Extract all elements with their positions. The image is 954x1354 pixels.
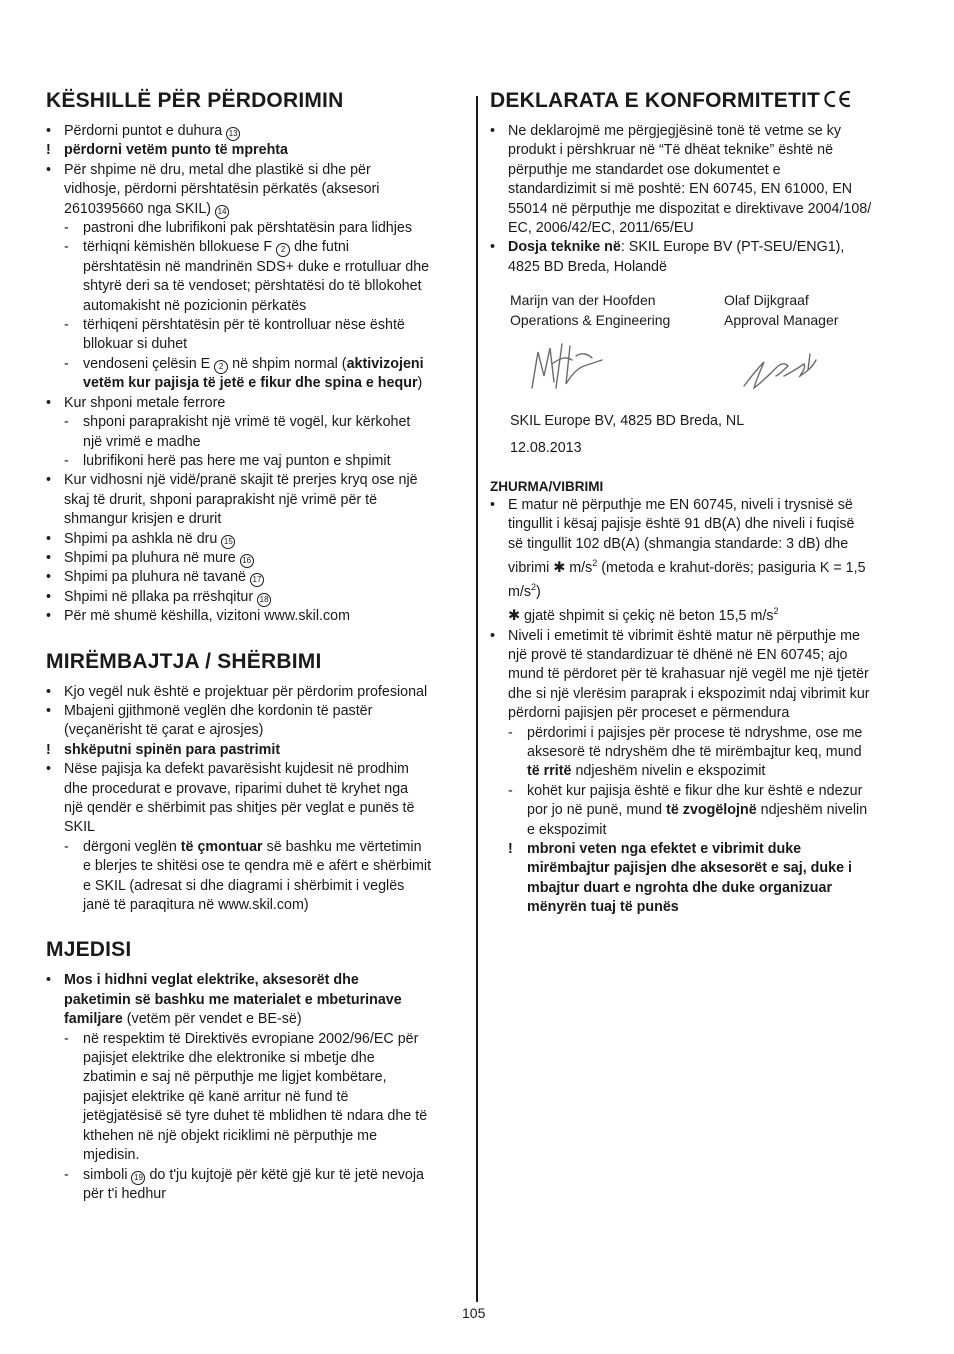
bullet: • — [490, 496, 496, 513]
warning-mark: ! — [46, 142, 51, 159]
sub-item-cont: jetëgjatësisë së tyre duhet të mblidhen të ndara dhe të — [83, 1108, 428, 1125]
ref-number-13: 13 — [226, 127, 240, 141]
list-item: • Për më shumë këshilla, vizitoni www.skil.com — [46, 607, 466, 626]
list-item-cont: vibrimi ✱ $m/s^2$ (metoda e krahut-dorës; pasiguria K = 1,5 — [508, 558, 866, 576]
noise-vibration-heading: ZHURMA/VIBRIMI — [490, 478, 604, 494]
list-item-cont: ✱ gjatë shpimit si çekiç në beton 15,5 $m/s^2$ — [508, 606, 779, 625]
signature-area — [510, 330, 910, 410]
list-item: • Kur vidhosni një vidë/pranë skajit të prerjes kryq ose një — [46, 471, 466, 490]
warning-item-cont: mirëmbajtur pajisjen dhe aksesorët e saj, duke i — [527, 860, 852, 877]
list-item: • Shpimi në pllaka pa rrëshqitur 18 — [46, 588, 466, 607]
sub-item-cont: e ekspozimit — [527, 821, 607, 838]
bullet: • — [46, 394, 52, 411]
bullet: • — [46, 702, 52, 719]
sub-item-cont: janë të paraqitura në www.skil.com) — [83, 897, 309, 914]
ref-number-18: 18 — [257, 593, 271, 607]
list-item-cont: një qendër e shërbimit pas shitjes për veglat e punës të — [64, 800, 415, 816]
ref-number-14: 14 — [215, 205, 229, 219]
sub-item-cont: automakisht në pozicionin përkatës — [83, 297, 307, 314]
ref-number-2: 2 — [214, 360, 228, 374]
dash: - — [64, 452, 69, 469]
dash: - — [64, 838, 69, 855]
signatory-name: Marijn van der Hoofden — [510, 292, 656, 309]
dash: - — [64, 317, 69, 334]
ce-mark-icon — [824, 90, 852, 108]
noise-vibration-section — [490, 477, 910, 918]
environment-heading: MJEDISI — [46, 938, 132, 962]
dash: - — [64, 1166, 69, 1183]
page-number: 105 — [462, 1305, 486, 1321]
sub-item: - simboli 19 do t'ju kujtojë për këtë gjë kur të jetë nevoja — [46, 1166, 466, 1185]
bullet: • — [46, 972, 52, 989]
warning-item: ! mbroni veten nga efektet e vibrimit duke — [490, 840, 910, 859]
list-item: • Ne deklarojmë me përgjegjësinë tonë të vetme se ky — [490, 122, 910, 141]
list-item-cont: paketimin së bashku me materialet e mbeturinave — [64, 991, 402, 1008]
dash: - — [64, 220, 69, 237]
dash: - — [64, 1030, 69, 1047]
sub-item-cont: për t'i hedhur — [83, 1185, 167, 1202]
list-item: • Kur shponi metale ferrore — [46, 394, 466, 413]
bullet: • — [490, 627, 496, 644]
list-item: • Shpimi pa pluhura në mure 16 — [46, 549, 466, 568]
bullet: • — [46, 761, 52, 778]
sub-item: - tërhiqni këmishën bllokuese F 2 dhe futni — [46, 238, 466, 257]
list-item: • Kjo vegël nuk është e projektuar për përdorim profesional — [46, 683, 466, 702]
bullet: • — [46, 569, 52, 586]
asterisk-icon: ✱ — [553, 559, 566, 576]
warning-item-cont: mbajtur duart e ngrohta dhe duke organizuar — [527, 879, 833, 896]
list-item-cont: së tingullit 102 dB(A) (shmangia standarde: 3 dB) dhe — [508, 535, 849, 552]
sub-item-cont: e blerjes te shitësi ose te qendra më e afërt e shërbimit — [83, 858, 432, 875]
sub-item-cont: kthehen në një objekt riciklimi në përputhje me — [83, 1127, 378, 1144]
dash: - — [508, 782, 513, 799]
maintenance-heading: MIRËMBAJTJA / SHËRBIMI — [46, 649, 322, 673]
list-item-cont: mund të përdoret për të krahasuar një vegël me një tjetër — [508, 666, 869, 683]
list-item-cont: një provë të standardizuar të dhënë në EN 60745; ajo — [508, 647, 848, 664]
sub-item-cont: por jo në punë, mund të zvogëlojnë ndjeshëm nivelin — [527, 802, 868, 819]
bullet: • — [46, 472, 52, 489]
ref-number-2: 2 — [276, 243, 290, 257]
sub-item-cont: shtyrë deri sa të vendoset; përshtatësi do të bllokohet — [83, 278, 422, 295]
list-item: • Përdorni puntot e duhura 13 — [46, 122, 466, 141]
sub-item: - dërgoni veglën të çmontuar së bashku me vërtetimin — [46, 838, 466, 857]
list-item-cont: përdorni pajisjen për proceset e përmendura — [508, 705, 790, 722]
bullet: • — [46, 530, 52, 547]
bullet: • — [490, 239, 496, 256]
sub-item-cont: vetëm kur pajisja të jetë e fikur dhe spina e hequr) — [83, 375, 423, 392]
list-item-cont: (veçanërisht të çarat e ajrosjes) — [64, 722, 264, 739]
list-item: • Nëse pajisja ka defekt pavarësisht kujdesit në prodhim — [46, 760, 466, 779]
list-item-cont: SKIL — [64, 819, 95, 836]
list-item-cont: përputhje me standardet ose dokumentet e — [508, 161, 781, 178]
list-item: • Për shpime në dru, metal dhe plastikë si dhe për — [46, 161, 466, 180]
signatory-2 — [724, 291, 838, 330]
signatories — [510, 291, 910, 330]
dash: - — [64, 355, 69, 372]
list-item-cont: familjare (vetëm për vendet e BE-së) — [64, 1011, 302, 1028]
list-item-cont: produkt i përshkruar në “Të dhëat teknike” është në — [508, 142, 834, 159]
declaration-date: 12.08.2013 — [510, 440, 582, 457]
sub-item-cont: të rritë ndjeshëm nivelin e ekspozimit — [527, 763, 766, 780]
list-item-cont: tingullit i kësaj pajisje është 91 dB(A) dhe niveli i fuqisë — [508, 516, 855, 533]
dash: - — [64, 414, 69, 431]
bullet: • — [46, 161, 52, 178]
sub-item-cont: mjedisin. — [83, 1147, 140, 1164]
list-item: • Mbajeni gjithmonë veglën dhe kordonin të pastër — [46, 702, 466, 721]
warning-item: ! shkëputni spinën para pastrimit — [46, 741, 466, 760]
signatory-role: Approval Manager — [724, 311, 839, 328]
sub-item-cont: e SKIL (adresat si dhe diagrami i shërbimit i veglës — [83, 877, 405, 894]
sub-item: - në respektim të Direktivës evropiane 2002/96/EC për — [46, 1030, 466, 1049]
environment-section — [46, 937, 466, 1204]
list-item: • Niveli i emetimit të vibrimit është matur në përputhje me — [490, 627, 910, 646]
company-address: SKIL Europe BV, 4825 BD Breda, NL — [510, 413, 745, 430]
list-item: • E matur në përputhje me EN 60745, niveli i trysnisë së — [490, 496, 910, 515]
signatory-role: Operations & Engineering — [510, 311, 671, 328]
asterisk-icon: ✱ — [508, 608, 520, 625]
list-item: • Shpimi pa pluhura në tavanë 17 — [46, 568, 466, 587]
ref-number-16: 16 — [240, 554, 254, 568]
sub-item-cont: zbatimin e saj në përputhje me ligjet kombëtare, — [83, 1069, 387, 1086]
signatory-name: Olaf Dijkgraaf — [724, 292, 809, 309]
sub-item-cont: pajisjet elektrike që kanë arritur në fund të — [83, 1088, 349, 1105]
ref-number-17: 17 — [250, 573, 264, 587]
list-item-cont: 55014 në përputhje me dispozitat e direktivave 2004/108/ — [508, 200, 872, 217]
list-item-cont: vidhosje, përdorni përshtatësin përkatës (aksesori — [64, 181, 380, 198]
warning-mark: ! — [46, 741, 51, 758]
sub-item: - pastroni dhe lubrifikoni pak përshtatësin para lidhjes — [46, 219, 466, 238]
usage-tips-section — [46, 88, 466, 627]
ref-number-15: 15 — [221, 535, 235, 549]
bullet: • — [46, 549, 52, 566]
list-item: • Shpimi pa ashkla në dru 15 — [46, 530, 466, 549]
sub-item-cont: një vrimë e madhe — [83, 433, 201, 450]
column-divider — [476, 96, 478, 1302]
dash: - — [508, 724, 513, 741]
list-item: • Mos i hidhni veglat elektrike, aksesorët dhe — [46, 971, 466, 990]
warning-item-cont: mënyrën tuaj të punës — [527, 899, 679, 916]
sub-item: - tërhiqeni përshtatësin për të kontrolluar nëse është — [46, 316, 466, 335]
list-item-cont: 2610395660 nga SKIL) 14 — [46, 200, 466, 219]
sub-item-cont: aksesorë të ndryshëm dhe të mirëmbajtur keq, mund — [527, 744, 862, 761]
list-item-cont: EC, 2006/42/EC, 2011/65/EU — [508, 220, 694, 237]
list-item-cont: $m/s^2$) — [508, 582, 541, 601]
sub-item: - kohët kur pajisja është e fikur dhe kur është e ndezur — [490, 782, 910, 801]
declaration-section — [490, 88, 910, 459]
maintenance-section — [46, 649, 466, 916]
sub-item: - lubrifikoni herë pas here me vaj punton e shpimit — [46, 452, 466, 471]
signatory-1 — [510, 291, 724, 330]
sub-item-cont: bllokuar si duhet — [83, 336, 188, 353]
bullet: • — [46, 683, 52, 700]
bullet: • — [46, 123, 52, 139]
list-item-cont: skaj të drurit, shponi paraprakisht një vrimë për të — [64, 491, 378, 508]
sub-item: - përdorimi i pajisjes për procese të ndryshme, ose me — [490, 724, 910, 743]
bullet: • — [46, 608, 52, 625]
list-item: • Dosja teknike në: SKIL Europe BV (PT-SEU/ENG1), — [490, 238, 910, 257]
dash: - — [64, 239, 69, 256]
warning-mark: ! — [508, 841, 513, 858]
right-column — [490, 88, 910, 940]
declaration-heading: DEKLARATA E KONFORMITETIT — [490, 88, 910, 114]
list-item-cont: shmangur krisjen e drurit — [64, 511, 222, 528]
sub-item-cont: pajisjet elektrike dhe elektronike si mbetje dhe — [83, 1050, 375, 1067]
list-item-cont: dhe procedurat e provave, riparimi duhet të kryhet nga — [64, 780, 409, 797]
usage-tips-heading: KËSHILLË PËR PËRDORIMIN — [46, 89, 344, 112]
ref-number-19: 19 — [131, 1171, 145, 1185]
bullet: • — [490, 123, 496, 139]
signature-2-image — [740, 348, 824, 394]
sub-item-cont: përshtatësin në mandrinën SDS+ duke e rrotulluar dhe — [83, 258, 430, 275]
list-item-cont: dhe si një vlerësim paraprak i ekspozimit ndaj vibrimit kur — [508, 685, 870, 702]
signature-1-image — [526, 338, 606, 394]
sub-item: - vendoseni çelësin E 2 në shpim normal (aktivizojeni — [46, 355, 466, 374]
list-item-cont: standardizimit si më poshtë: EN 60745, EN 61000, EN — [508, 181, 853, 198]
sub-item: - shponi paraprakisht një vrimë të vogël, kur kërkohet — [46, 413, 466, 432]
left-column — [46, 88, 466, 1226]
warning-item: ! përdorni vetëm punto të mprehta — [46, 141, 466, 160]
bullet: • — [46, 588, 52, 605]
list-item-cont: 4825 BD Breda, Holandë — [508, 258, 667, 275]
